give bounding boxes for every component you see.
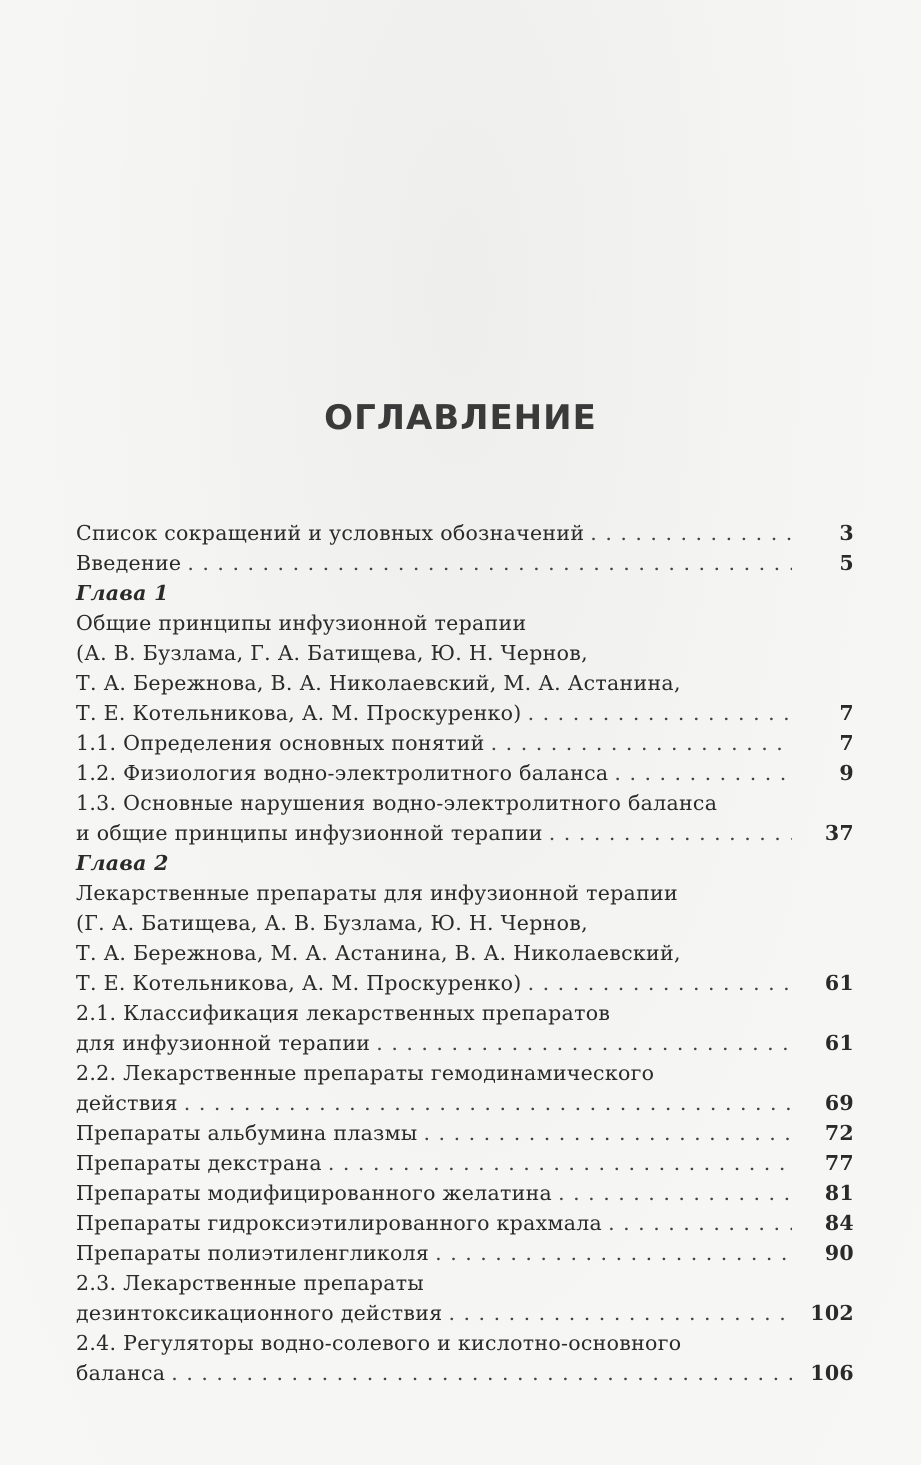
toc-entry-title: 1.1. Определения основных понятий — [76, 731, 485, 755]
toc-page-number: 77 — [824, 1151, 854, 1175]
dot-leader — [528, 698, 792, 728]
dot-leader — [328, 1148, 792, 1178]
dot-leader — [448, 1298, 792, 1328]
toc-entry — [76, 518, 854, 548]
toc-entry-title: Препараты декстрана — [76, 1151, 322, 1175]
toc-entry-title: Лекарственные препараты для инфузионной терапии — [76, 881, 678, 905]
toc-entry-title: дезинтоксикационного действия — [76, 1301, 443, 1325]
toc-entry-line — [76, 1058, 854, 1088]
toc-entry — [76, 1028, 854, 1058]
toc-entry-title: действия — [76, 1091, 178, 1115]
dot-leader — [171, 1358, 792, 1388]
dot-leader — [187, 548, 792, 578]
toc-page-number: 7 — [839, 701, 854, 725]
toc-entry — [76, 1298, 854, 1328]
toc-entry — [76, 698, 854, 728]
toc-entry-title: Т. Е. Котельникова, А. М. Проскуренко) — [76, 971, 522, 995]
toc-page-number: 69 — [824, 1091, 854, 1115]
toc-page-number: 84 — [824, 1211, 854, 1235]
toc-entry — [76, 728, 854, 758]
toc-entry-title: Список сокращений и условных обозначений — [76, 521, 585, 545]
toc-entry-title: Введение — [76, 551, 182, 575]
toc-entry-title: 2.2. Лекарственные препараты гемодинамического — [76, 1061, 655, 1085]
toc-entry — [76, 1238, 854, 1268]
toc-entry — [76, 818, 854, 848]
toc-entry-title: для инфузионной терапии — [76, 1031, 371, 1055]
toc-entry-title: 1.2. Физиология водно-электролитного баланса — [76, 761, 609, 785]
dot-leader — [424, 1118, 792, 1148]
toc-entry — [76, 1148, 854, 1178]
toc-entry — [76, 548, 854, 578]
toc-entry — [76, 1358, 854, 1388]
toc-entry-title: Препараты полиэтиленгликоля — [76, 1241, 430, 1265]
table-of-contents — [76, 518, 854, 1388]
page-title: ОГЛАВЛЕНИЕ — [324, 398, 597, 438]
toc-page-number: 3 — [839, 521, 854, 545]
toc-entry-line — [76, 1268, 854, 1298]
toc-page-number: 9 — [839, 761, 854, 785]
toc-page-number: 61 — [824, 1031, 854, 1055]
dot-leader — [184, 1088, 792, 1118]
toc-entry — [76, 1178, 854, 1208]
toc-page-number: 72 — [824, 1121, 854, 1145]
dot-leader — [608, 1208, 792, 1238]
toc-entry — [76, 758, 854, 788]
toc-entry-title: Препараты альбумина плазмы — [76, 1121, 418, 1145]
toc-entry — [76, 968, 854, 998]
toc-page-number: 90 — [824, 1241, 854, 1265]
toc-page-number: 37 — [824, 821, 854, 845]
toc-entry-title: Т. А. Бережнова, В. А. Николаевский, М. А. Астанина, — [76, 671, 681, 695]
toc-entry-line — [76, 878, 854, 908]
toc-entry-line — [76, 638, 854, 668]
toc-entry-title: (Г. А. Батищева, А. В. Бузлама, Ю. Н. Чернов, — [76, 911, 588, 935]
dot-leader — [376, 1028, 792, 1058]
dot-leader — [558, 1178, 792, 1208]
toc-page-number: 81 — [824, 1181, 854, 1205]
toc-page-number: 61 — [824, 971, 854, 995]
toc-entry-title: 2.3. Лекарственные препараты — [76, 1271, 425, 1295]
toc-entry-title: и общие принципы инфузионной терапии — [76, 821, 543, 845]
toc-entry-title: Т. А. Бережнова, М. А. Астанина, В. А. Николаевский, — [76, 941, 681, 965]
toc-entry-line — [76, 788, 854, 818]
toc-entry-line — [76, 608, 854, 638]
toc-entry-title: Общие принципы инфузионной терапии — [76, 611, 527, 635]
dot-leader — [491, 728, 792, 758]
dot-leader — [590, 518, 792, 548]
toc-entry-title: Препараты гидроксиэтилированного крахмала — [76, 1211, 603, 1235]
toc-entry-title: 1.3. Основные нарушения водно-электролитного баланса — [76, 791, 718, 815]
toc-page-number: 102 — [810, 1301, 854, 1325]
toc-entry-title: (А. В. Бузлама, Г. А. Батищева, Ю. Н. Чернов, — [76, 641, 588, 665]
toc-entry-line — [76, 938, 854, 968]
toc-entry-line — [76, 1328, 854, 1358]
toc-entry-title: Т. Е. Котельникова, А. М. Проскуренко) — [76, 701, 522, 725]
toc-chapter-heading: Глава 1 — [76, 581, 169, 605]
toc-page-number: 5 — [839, 551, 854, 575]
toc-entry-title: Препараты модифицированного желатина — [76, 1181, 553, 1205]
dot-leader — [435, 1238, 792, 1268]
toc-page-number: 106 — [810, 1361, 854, 1385]
toc-entry-title: 2.4. Регуляторы водно-солевого и кислотно-основного — [76, 1331, 682, 1355]
dot-leader — [614, 758, 792, 788]
toc-entry-title: баланса — [76, 1361, 166, 1385]
toc-entry — [76, 1208, 854, 1238]
toc-entry-line — [76, 668, 854, 698]
toc-entry-line — [76, 908, 854, 938]
toc-entry — [76, 1118, 854, 1148]
dot-leader — [528, 968, 792, 998]
toc-entry-line — [76, 998, 854, 1028]
toc-page-number: 7 — [839, 731, 854, 755]
toc-entry-title: 2.1. Классификация лекарственных препаратов — [76, 1001, 611, 1025]
toc-chapter-heading: Глава 2 — [76, 851, 169, 875]
dot-leader — [549, 818, 792, 848]
toc-entry — [76, 1088, 854, 1118]
